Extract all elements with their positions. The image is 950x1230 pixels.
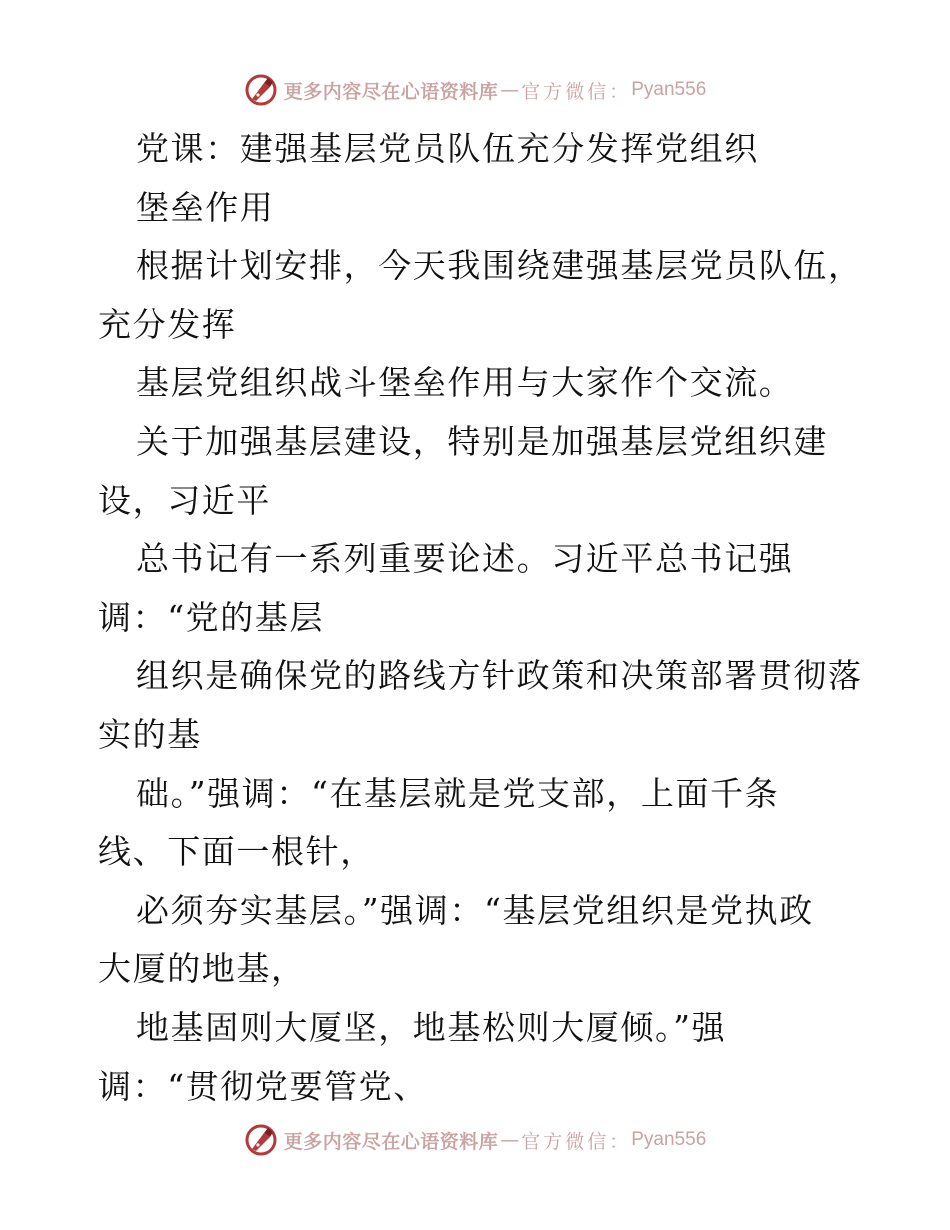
paragraph-line: 设，习近平 xyxy=(98,480,271,520)
watermark-wechat-id: Pyan556 xyxy=(631,79,707,100)
paragraph-line: 组织是确保党的路线方针政策和决策部署贯彻落 xyxy=(136,656,863,696)
pen-nib-logo-icon xyxy=(244,1123,278,1157)
paragraph-line: 充分发挥 xyxy=(98,304,237,344)
paragraph-line: 础。”强调：“在基层就是党支部，上面千条 xyxy=(136,773,780,813)
paragraph-line: 大厦的地基， xyxy=(98,949,306,989)
paragraph-line: 地基固则大厦坚，地基松则大厦倾。”强 xyxy=(136,1007,727,1047)
pen-nib-logo-icon xyxy=(244,73,278,107)
paragraph-line: 关于加强基层建设，特别是加强基层党组织建 xyxy=(136,421,828,461)
watermark-brand: 更多内容尽在心语资料库 xyxy=(283,1130,499,1153)
watermark-official: 官方微信： xyxy=(521,80,632,103)
paragraph-line: 必须夯实基层。”强调：“基层党组织是党执政 xyxy=(136,890,814,930)
watermark-official: 官方微信： xyxy=(521,1130,632,1153)
paragraph-line: 调：“党的基层 xyxy=(98,597,325,637)
paragraph-line: 线、下面一根针， xyxy=(98,832,375,872)
paragraph-line: 实的基 xyxy=(98,714,202,754)
watermark-brand: 更多内容尽在心语资料库 xyxy=(283,80,499,103)
doc-title-line-2: 堡垒作用 xyxy=(136,187,275,227)
watermark-wechat-id: Pyan556 xyxy=(631,1129,707,1150)
header-watermark xyxy=(0,72,950,108)
footer-watermark xyxy=(0,1122,950,1158)
watermark-separator: — xyxy=(500,1129,520,1151)
paragraph-line: 基层党组织战斗堡垒作用与大家作个交流。 xyxy=(136,363,794,403)
paragraph-line: 调：“贯彻党要管党、 xyxy=(98,1066,428,1106)
paragraph-line: 根据计划安排，今天我围绕建强基层党员队伍， xyxy=(136,246,863,286)
document-body xyxy=(98,120,863,1116)
paragraph-line: 总书记有一系列重要论述。习近平总书记强 xyxy=(136,539,794,579)
watermark-separator: — xyxy=(500,79,520,101)
doc-title-line-1: 党课：建强基层党员队伍充分发挥党组织 xyxy=(136,129,759,168)
